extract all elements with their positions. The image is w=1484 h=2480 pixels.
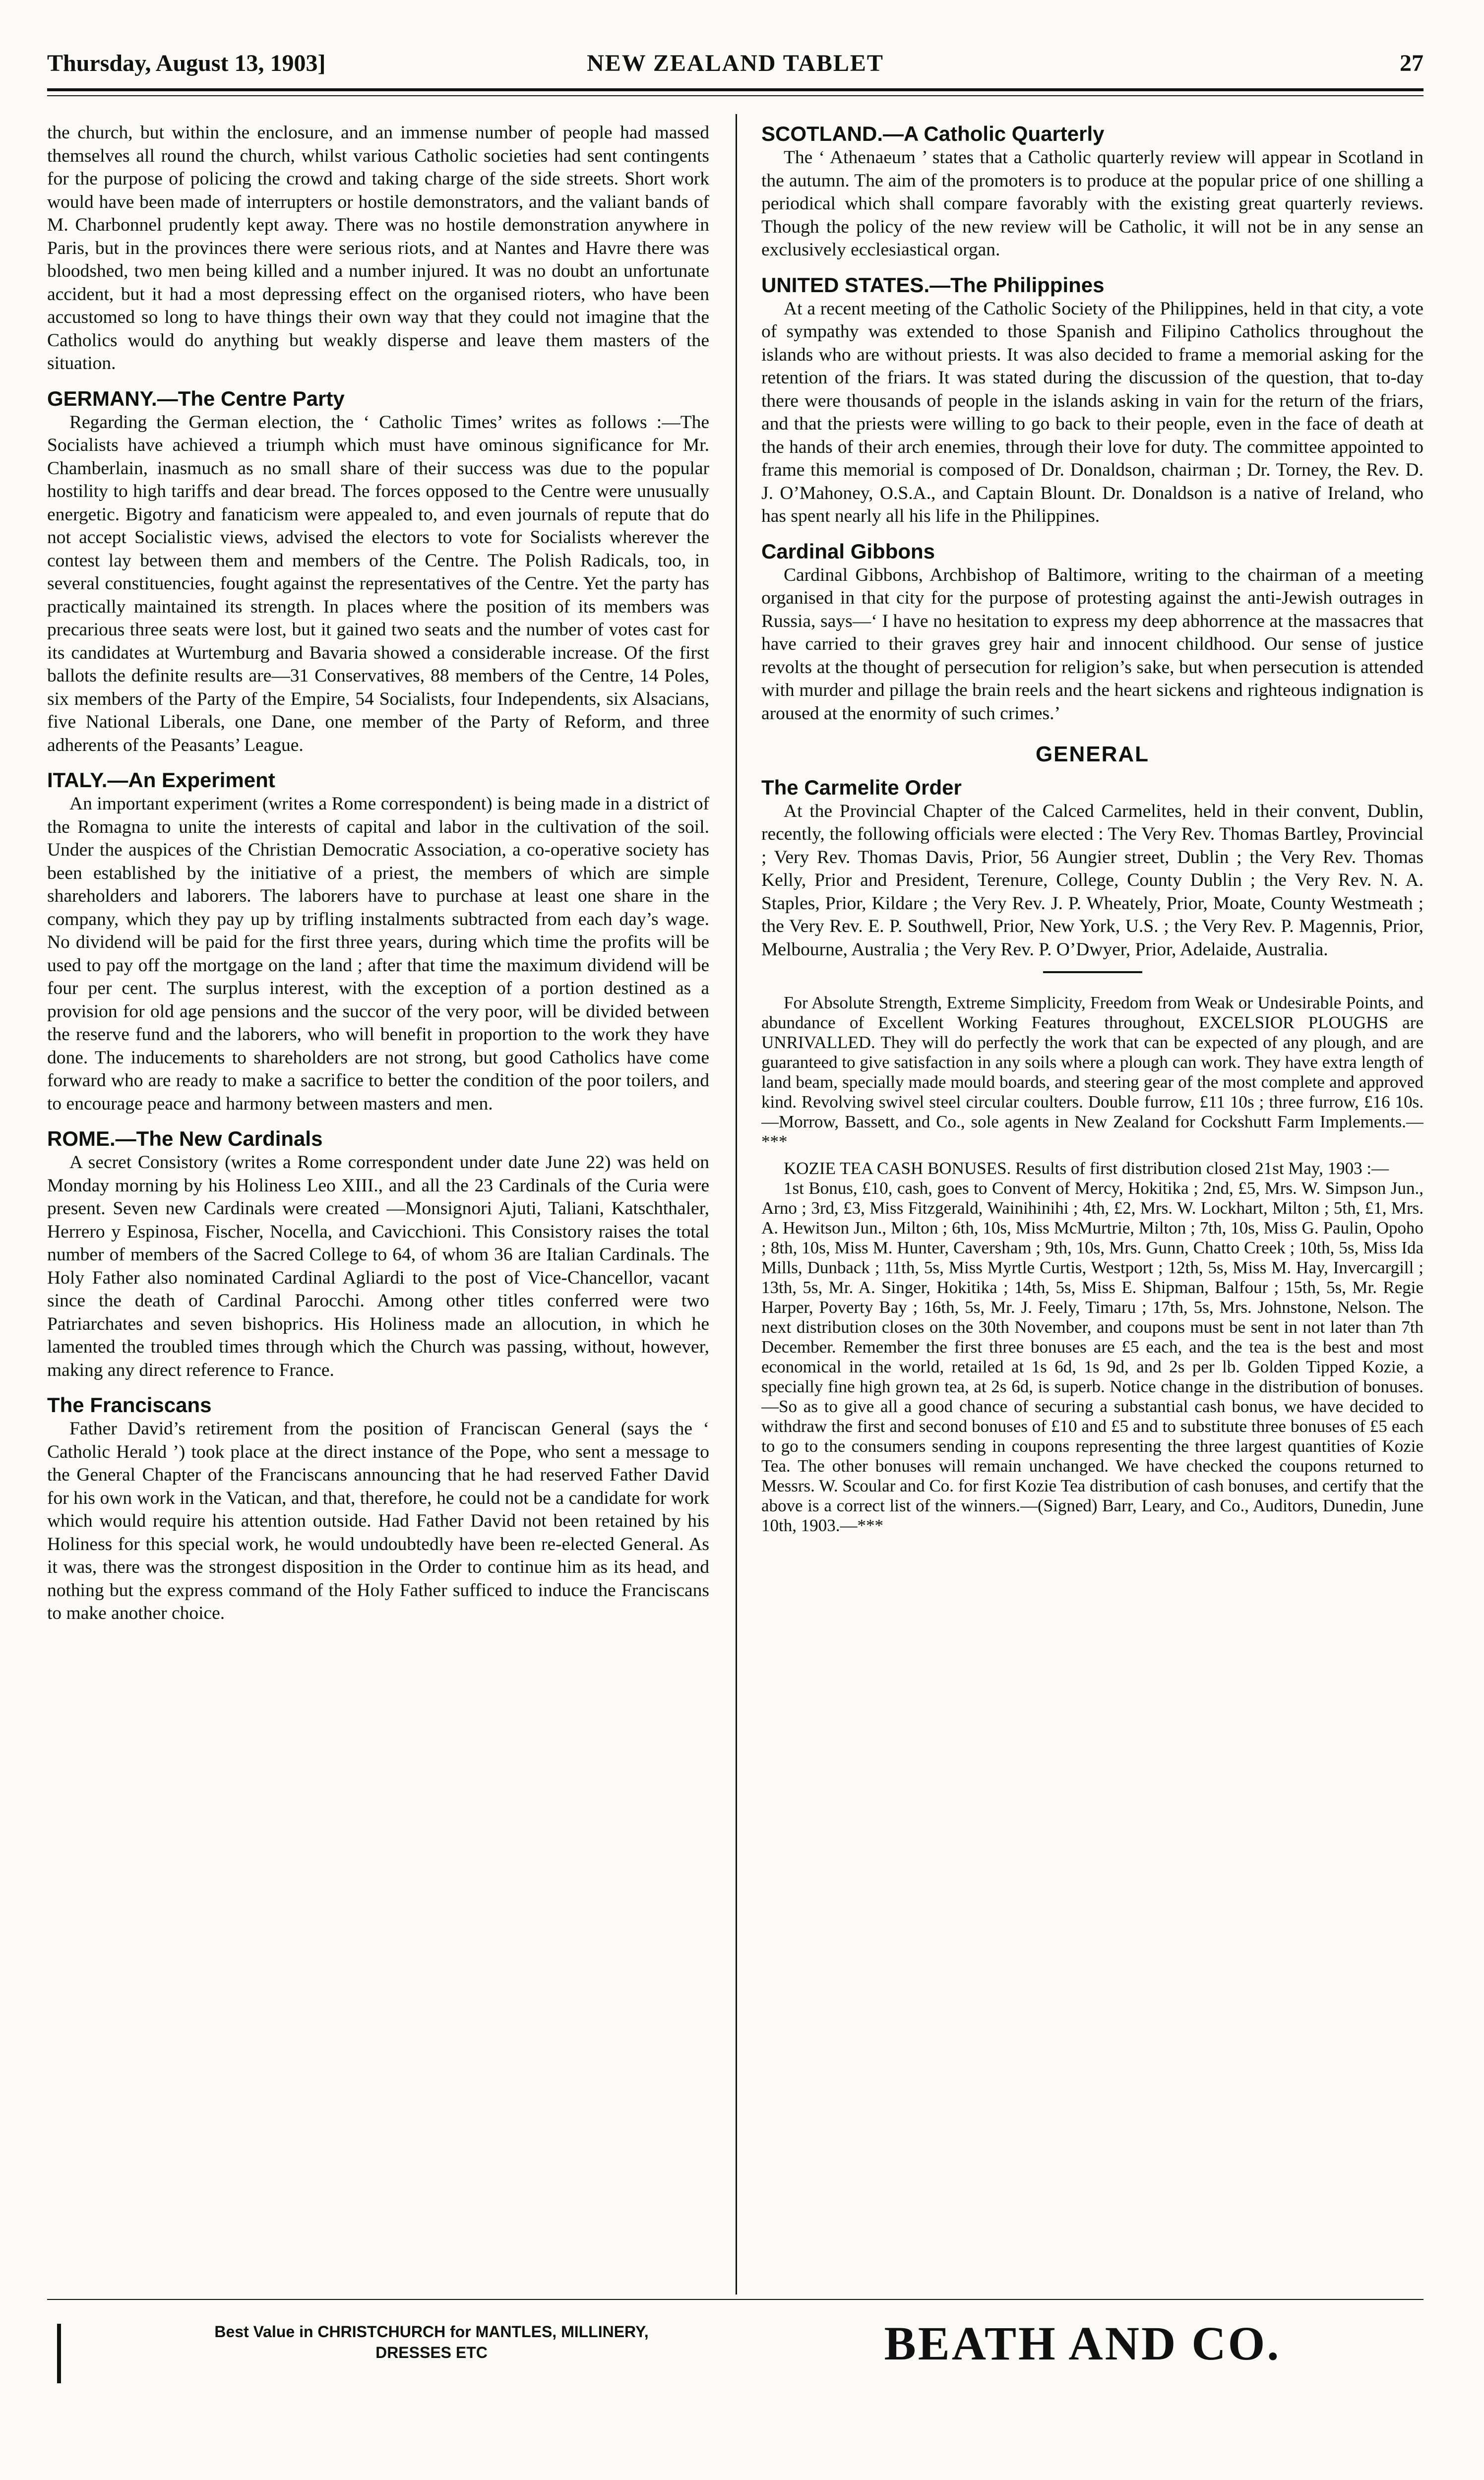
plough-advertisement: For Absolute Strength, Extreme Simplicity, Freedom from Weak or Undesirable Points, and abundance of Excellent Working Features throughout, EXCELSIOR PLOUGHS are UNRIVALLED. They will do perfectly the work that can be expected of any plough, and are guaranteed to give satisfaction in any soils where a plough can work. They have extra length of land beam, specially made mould boards, and steering gear of the most complete and approved kind. Revolving swivel steel circular coulters. Double furrow, £11 10s ; three furrow, £16 10s.—Morrow, Bassett, and Co., sole agents in New Zealand for Cockshutt Farm Implements.—***: [761, 993, 1423, 1151]
column-divider: [736, 114, 737, 2294]
rome-heading: ROME.—The New Cardinals: [47, 1127, 323, 1150]
article-continuation: the church, but within the enclosure, and an immense number of people had massed themselves all round the church, whilst various Catholic societies had sent contingents for the purpose of policing the crowd and taking charge of the side streets. Short work would have been made of interrupters or hostile demonstrators, and the valiant bands of M. Charbonnel prudently kept away. There was no hostile demonstration anywhere in Paris, but in the provinces there were serious riots, and at Nantes and Havre there was bloodshed, two men being killed and a number injured. It was no doubt an unfortunate accident, but it had a most depressing effect on the organised rioters, who have been accustomed so long to have things their own way that they could not imagine that the Catholics would do anything but weakly disperse and leave them masters of the situation.: [47, 123, 709, 373]
rome-article: A secret Consistory (writes a Rome correspondent under date June 22) was held on Monday morning by his Holiness Leo XIII., and all the 23 Cardinals of the Curia were present. Seven new Cardinals were created —Monsignori Ajuti, Taliani, Katschthaler, Herrero y Espinosa, Fischer, Nocella, and Cavicchioni. This Consistory raises the total number of members of the Sacred College to 64, of whom 36 are Italian Cardinals. The Holy Father also nominated Cardinal Agliardi to the post of Vice-Chancellor, vacant since the death of Cardinal Parocchi. Among other titles conferred were two Patriarchates and seven bishoprics. His Holiness made an allocution, in which he lamented the troubled times through which the Church was passing, without, however, making any direct reference to France.: [47, 1152, 709, 1380]
footer-rule: [47, 2299, 1423, 2300]
carmelite-article: At the Provincial Chapter of the Calced Carmelites, held in their convent, Dublin, recently, the following officials were elected : The Very Rev. Thomas Bartley, Provincial ; Very Rev. Thomas Davis, Prior, 56 Aungier street, Dublin ; the Very Rev. Thomas Kelly, Prior and President, Terenure, College, County Dublin ; the Very Rev. N. A. Staples, Prior, Kildare ; the Very Rev. J. P. Wheately, Prior, Moate, County Westmeath ; the Very Rev. E. P. Southwell, Prior, New York, U.S. ; the Very Rev. P. Magennis, Prior, Melbourne, Australia ; the Very Rev. P. O’Dwyer, Prior, Adelaide, Australia.: [761, 801, 1423, 960]
margin-mark: [57, 2324, 61, 2383]
general-section-heading: GENERAL: [1035, 742, 1150, 766]
germany-article: Regarding the German election, the ‘ Catholic Times’ writes as follows :—The Socialists have achieved a triumph which must have ominous significance for Mr. Chamberlain, inasmuch as no small share of their success was due to the popular hostility to high tariffs and dear bread. The forces opposed to the Centre were unusually energetic. Bigotry and fanaticism were appealed to, and even journals of repute that do not accept Socialistic views, advised the electors to vote for Socialists wherever the contest lay between them and members of the Centre. The Polish Radicals, too, in several constituencies, fought against the representatives of the Centre. Yet the party has practically maintained its strength. In places where the position of its members was precarious three seats were lost, but it gained two seats and the number of votes cast for its candidates at Wurtemburg and Bavaria showed a considerable increase. Of the first ballots the definite results are—31 Conservatives, 88 members of the Centre, 14 Poles, six members of the Party of the Empire, 54 Socialists, four Independents, six Alsacians, five National Liberals, one Dane, one member of the Party of Reform, and three adherents of the Peasants’ League.: [47, 412, 709, 755]
issue-date: Thursday, August 13, 1903]: [47, 50, 326, 76]
advertisements: [761, 993, 1423, 1536]
scotland-heading: SCOTLAND.—A Catholic Quarterly: [761, 122, 1105, 145]
masthead: [47, 44, 1423, 83]
franciscans-article: Father David’s retirement from the position of Franciscan General (says the ‘ Catholic Herald ’) took place at the direct instance of the Pope, who sent a message to the General Chapter of the Franciscans announcing that he had reserved Father David for his own work in the Vatican, and that, therefore, he could not be a candidate for work which would require his attention outside. Had Father David not been retained by his Holiness for this special work, he would undoubtedly have been re-elected General. As it was, there was the strongest disposition in the Order to continue him as its head, and nothing but the express command of the Holy Father sufficed to induce the Franciscans to make another choice.: [47, 1419, 709, 1623]
franciscans-heading: The Franciscans: [47, 1393, 212, 1417]
gibbons-heading: Cardinal Gibbons: [761, 539, 935, 563]
section-rule: [1043, 971, 1142, 973]
united-states-article: At a recent meeting of the Catholic Society of the Philippines, held in that city, a vote of sympathy was extended to those Spanish and Filipino Catholics throughout the islands who are without priests. It was also decided to frame a memorial asking for the retention of the friars. It was stated during the discussion of the question, that to-day there were thousands of people in the islands asking in vain for the return of the friars, and that the priests were willing to go back to their people, even in the face of death at the hands of their arch enemies, through their love for duty. The committee appointed to frame this memorial is composed of Dr. Donaldson, chairman ; Dr. Torney, the Rev. D. J. O’Mahoney, O.S.A., and Captain Blount. Dr. Donaldson is a native of Ireland, who has spent nearly all his life in the Philippines.: [761, 298, 1423, 526]
kozie-results: 1st Bonus, £10, cash, goes to Convent of Mercy, Hokitika ; 2nd, £5, Mrs. W. Simpson Jun., Arno ; 3rd, £3, Miss Fitzgerald, Wainihinihi ; 4th, £2, Mrs. W. Lockhart, Milton ; 5th, £1, Mrs. A. Hewitson Jun., Milton ; 6th, 10s, Miss McMurtrie, Milton ; 7th, 10s, Miss G. Paulin, Opoho ; 8th, 10s, Miss M. Hunter, Caversham ; 9th, 10s, Mrs. Gunn, Chatto Creek ; 10th, 5s, Miss Ida Mills, Dunback ; 11th, 5s, Miss Myrtle Curtis, Westport ; 12th, 5s, Miss M. Hay, Invercargill ; 13th, 5s, Mr. A. Singer, Hokitika ; 14th, 5s, Miss E. Shipman, Balfour ; 15th, 5s, Mr. Regie Harper, Poverty Bay ; 16th, 5s, Mr. J. Feely, Timaru ; 17th, 5s, Mrs. Johnstone, Nelson. The next distribution closes on the 30th November, and coupons must be sent in not later than 7th December. Remember the first three bonuses are £5 each, and the tea is the best and most economical in the world, retailed at 1s 6d, 1s 9d, and 2s per lb. Golden Tipped Kozie, a specially fine high grown tea, at 2s 6d, is superb. Notice change in the distribution of bonuses.—So as to give all a good chance of securing a substantial cash bonus, we have decided to withdraw the first and second bonuses of £10 and £5 and to substitute three bonuses of £5 each to go to the consumers sending in coupons representing the three largest quantities of Kozie Tea. The other bonuses will remain unchanged. We have checked the coupons returned to Messrs. W. Scoular and Co. for first Kozie Tea distribution of cash bonuses, and certify that the above is a correct list of the winners.—(Signed) Barr, Leary, and Co., Auditors, Dunedin, June 10th, 1903.—***: [761, 1178, 1423, 1535]
scotland-article: The ‘ Athenaeum ’ states that a Catholic quarterly review will appear in Scotland in the autumn. The aim of the promoters is to produce at the popular price of one shilling a periodical which shall compare favorably with the existing great quarterly reviews. Though the policy of the new review will be Catholic, it will not be in any sense an exclusively ecclesiastical organ.: [761, 147, 1423, 260]
masthead-rule-thin: [47, 95, 1423, 96]
italy-article: An important experiment (writes a Rome correspondent) is being made in a district of the Romagna to unite the interests of capital and labor in the cultivation of the soil. Under the auspices of the Christian Democratic Association, a co-operative society has been established by the initiative of a priest, the members of which are simple shareholders and laborers. The laborers have to purchase at least one share in the company, which they pay up by trifling instalments subtracted from each day’s wage. No dividend will be paid for the first three years, during which time the profits will be used to pay off the mortgage on the land ; after that time the maximum dividend will be four per cent. The surplus interest, with the exception of a portion destined as a provision for old age pensions and the succor of the very poor, will be divided between the reserve fund and the laborers, who will benefit in proportion to the work they have done. The inducements to shareholders are not strong, but good Catholics have come forward who are ready to make a sacrifice to better the condition of the poor toilers, and to encourage peace and harmony between masters and men.: [47, 794, 709, 1114]
footer-advertisement: [47, 2311, 1423, 2386]
left-column: [47, 122, 709, 2294]
newspaper-title: NEW ZEALAND TABLET: [587, 50, 884, 76]
carmelite-heading: The Carmelite Order: [761, 775, 962, 799]
footer-left-text: [122, 2321, 742, 2363]
right-column: [761, 122, 1423, 2294]
italy-heading: ITALY.—An Experiment: [47, 768, 275, 792]
footer-left-line2: DRESSES ETC: [375, 2344, 488, 2361]
kozie-advertisement-heading: KOZIE TEA CASH BONUSES. Results of first distribution closed 21st May, 1903 :—: [784, 1159, 1389, 1178]
germany-heading: GERMANY.—The Centre Party: [47, 386, 345, 410]
footer-brand: BEATH AND CO.: [884, 2317, 1281, 2370]
gibbons-article: Cardinal Gibbons, Archbishop of Baltimore, writing to the chairman of a meeting organised in that city for the purpose of protesting against the anti-Jewish outrages in Russia, says—‘ I have no hesitation to express my deep abhorrence at the massacres that have carried to their graves grey hair and innocent childhood. Our sense of justice revolts at the thought of persecution for religion’s sake, but when persecution is attended with murder and pillage the brain reels and the heart sickens and righteous indignation is aroused at the enormity of such crimes.’: [761, 564, 1423, 724]
united-states-heading: UNITED STATES.—The Philippines: [761, 273, 1105, 297]
page-number: 27: [1400, 50, 1423, 76]
masthead-rule: [47, 88, 1423, 91]
footer-left-line1: Best Value in CHRISTCHURCH for MANTLES, MILLINERY,: [214, 2323, 649, 2341]
